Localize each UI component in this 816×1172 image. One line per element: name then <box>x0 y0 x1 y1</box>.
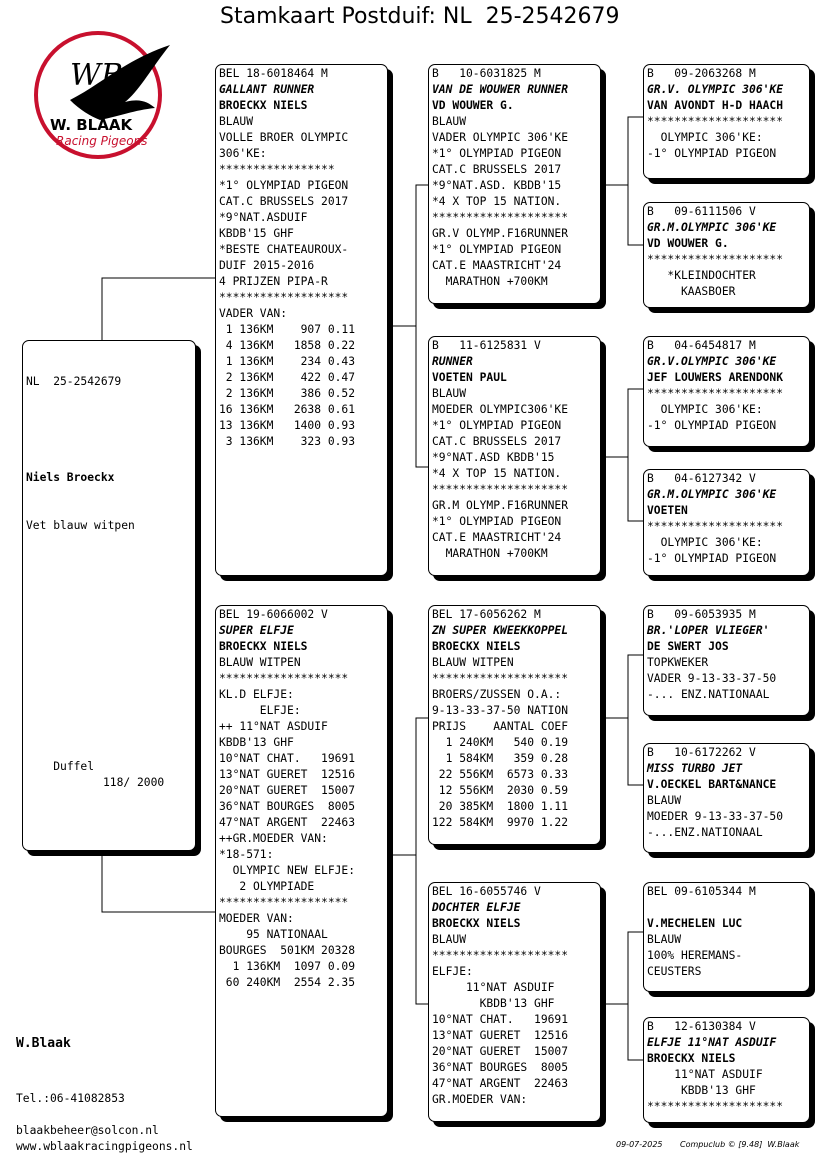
ggp-fff-card[interactable] <box>643 64 810 179</box>
pedigree-line: 2 136KM 386 0.52 <box>219 387 356 400</box>
pedigree-line: ******************* <box>219 896 349 909</box>
pedigree-line: 20°NAT GUERET 15007 <box>432 1045 569 1058</box>
pedigree-line: BROERS/ZUSSEN O.A.: <box>432 688 562 701</box>
pedigree-line: BLAUW <box>219 115 254 128</box>
pedigree-line: 20 385KM 1800 1.11 <box>432 800 569 813</box>
pedigree-line: 47°NAT ARGENT 22463 <box>432 1077 569 1090</box>
footer-date: 09-07-2025 <box>616 1140 663 1149</box>
pedigree-line: KL.D ELFJE: <box>219 688 294 701</box>
pedigree-line: 4 PRIJZEN PIPA-R <box>219 275 328 288</box>
father-card[interactable] <box>215 64 388 576</box>
pedigree-line: *9°NAT.ASD. KBDB'15 <box>432 179 562 192</box>
pigeon-name: GR.M.OLYMPIC 306'KE <box>647 221 777 234</box>
pedigree-line: 22 556KM 6573 0.33 <box>432 768 569 781</box>
main-location: Duffel <box>53 760 95 773</box>
owner-name: VD WOUWER G. <box>647 237 729 250</box>
pedigree-line: 2 136KM 422 0.47 <box>219 371 356 384</box>
logo-tagline: Racing Pigeons <box>56 134 148 148</box>
owner-name: BROECKX NIELS <box>432 917 521 930</box>
pedigree-line: KAASBOER <box>647 285 736 298</box>
pedigree-line: ******************** <box>432 672 569 685</box>
pedigree-line: BLAUW WITPEN <box>432 656 514 669</box>
pedigree-line: KBDB'13 GHF <box>647 1084 756 1097</box>
owner-name: V.MECHELEN LUC <box>647 917 743 930</box>
pedigree-line: 12 556KM 2030 0.59 <box>432 784 569 797</box>
pedigree-line: ******************** <box>647 253 784 266</box>
pedigree-line: ******************** <box>647 115 784 128</box>
pedigree-line: 2 OLYMPIADE <box>219 880 315 893</box>
pedigree-line: CAT.E MAASTRICHT'24 <box>432 531 562 544</box>
pedigree-line: BOURGES 501KM 20328 <box>219 944 356 957</box>
pedigree-line: ******************** <box>432 483 569 496</box>
pigeon-name: SUPER ELFJE <box>219 624 294 637</box>
pedigree-line: VADER 9-13-33-37-50 <box>647 672 777 685</box>
pedigree-line: 36°NAT BOURGES 8005 <box>432 1061 569 1074</box>
pedigree-line: -1° OLYMPIAD PIGEON <box>647 419 777 432</box>
pedigree-line: 16 136KM 2638 0.61 <box>219 403 356 416</box>
pedigree-line: 1 136KM 1097 0.09 <box>219 960 356 973</box>
ggp-mfm-card[interactable] <box>643 743 810 853</box>
owner-name: JEF LOUWERS ARENDONK <box>647 371 784 384</box>
pedigree-line: 13°NAT GUERET 12516 <box>219 768 356 781</box>
pedigree-line: OLYMPIC 306'KE: <box>647 131 763 144</box>
pedigree-line <box>647 900 806 916</box>
pedigree-line: BLAUW <box>432 933 467 946</box>
pedigree-line: ++ 11°NAT ASDUIF <box>219 720 328 733</box>
pedigree-line: 122 584KM 9970 1.22 <box>432 816 569 829</box>
ring-number: B 04-6127342 V <box>647 472 756 485</box>
pedigree-line: ******************** <box>647 387 784 400</box>
pigeon-name: GR.V.OLYMPIC 306'KE <box>647 355 777 368</box>
main-result-row <box>26 743 192 807</box>
pedigree-line: BLAUW <box>647 933 682 946</box>
owner-name: VD WOUWER G. <box>432 99 514 112</box>
pedigree-line: *1° OLYMPIAD PIGEON <box>432 147 562 160</box>
pedigree-line: -1° OLYMPIAD PIGEON <box>647 552 777 565</box>
pedigree-line: 10°NAT CHAT. 19691 <box>219 752 356 765</box>
pigeon-name: ZN SUPER KWEEKKOPPEL <box>432 624 569 637</box>
paternal-grandfather-card[interactable] <box>428 64 601 304</box>
owner-name: BROECKX NIELS <box>647 1052 736 1065</box>
pedigree-line: ******************** <box>647 520 784 533</box>
pedigree-line: 1 584KM 359 0.28 <box>432 752 569 765</box>
pigeon-name: GALLANT RUNNER <box>219 83 315 96</box>
pedigree-line: BLAUW <box>432 387 467 400</box>
owner-name: BROECKX NIELS <box>432 640 521 653</box>
pedigree-line: *1° OLYMPIAD PIGEON <box>432 515 562 528</box>
breeder-name: W.Blaak <box>16 1036 71 1051</box>
ring-number: B 10-6031825 M <box>432 67 541 80</box>
logo-name: W. BLAAK <box>50 116 133 134</box>
pedigree-line: 60 240KM 2554 2.35 <box>219 976 356 989</box>
pedigree-line: GR.MOEDER VAN: <box>432 1093 528 1106</box>
ggp-mmf-card[interactable] <box>643 882 810 992</box>
pedigree-line: *18-571: <box>219 848 274 861</box>
ring-number: B 09-2063268 M <box>647 67 756 80</box>
pigeon-name: MISS TURBO JET <box>647 762 743 775</box>
pedigree-line: 3 136KM 323 0.93 <box>219 435 356 448</box>
pedigree-line: VADER OLYMPIC 306'KE <box>432 131 569 144</box>
ring-number: B 12-6130384 V <box>647 1020 756 1033</box>
footer-software: Compuclub © [9.48] W.Blaak <box>680 1140 800 1149</box>
pedigree-line: CEUSTERS <box>647 965 702 978</box>
pigeon-name: VAN DE WOUWER RUNNER <box>432 83 569 96</box>
pedigree-line: ******************* <box>219 672 349 685</box>
pedigree-line: CAT.C BRUSSELS 2017 <box>432 163 562 176</box>
pedigree-line: VADER VAN: <box>219 307 288 320</box>
pedigree-line: 20°NAT GUERET 15007 <box>219 784 356 797</box>
pedigree-line: *4 X TOP 15 NATION. <box>432 195 562 208</box>
pedigree-line: MARATHON +700KM <box>432 547 548 560</box>
pedigree-line: PRIJS AANTAL COEF <box>432 720 569 733</box>
ring-number: BEL 18-6018464 M <box>219 67 328 80</box>
pedigree-line: 13 136KM 1400 0.93 <box>219 419 356 432</box>
logo-initials: WB <box>70 58 123 93</box>
paternal-grandmother-card[interactable] <box>428 336 601 576</box>
pigeon-name: BR.'LOPER VLIEGER' <box>647 624 770 637</box>
pedigree-line: MARATHON +700KM <box>432 275 548 288</box>
pedigree-line: BLAUW <box>647 794 682 807</box>
pedigree-line: ***************** <box>219 163 335 176</box>
pedigree-line: 100% HEREMANS- <box>647 949 743 962</box>
pedigree-line: MOEDER VAN: <box>219 912 294 925</box>
pedigree-line: DUIF 2015-2016 <box>219 259 315 272</box>
pedigree-line: *1° OLYMPIAD PIGEON <box>432 243 562 256</box>
pedigree-line: -... ENZ.NATIONAAL <box>647 688 770 701</box>
pedigree-line: MOEDER OLYMPIC306'KE <box>432 403 569 416</box>
pedigree-line: TOPKWEKER <box>647 656 709 669</box>
main-owner: Niels Broeckx <box>26 471 115 484</box>
ring-number: B 04-6454817 M <box>647 339 756 352</box>
ggp-ffm-card[interactable] <box>643 202 810 308</box>
pedigree-line: *1° OLYMPIAD PIGEON <box>432 419 562 432</box>
ring-number: BEL 16-6055746 V <box>432 885 541 898</box>
pedigree-line: ++GR.MOEDER VAN: <box>219 832 328 845</box>
ring-number: B 09-6111506 V <box>647 205 756 218</box>
pigeon-name: RUNNER <box>432 355 473 368</box>
breeder-email[interactable]: blaakbeheer@solcon.nl <box>16 1124 159 1137</box>
pigeon-name: ELFJE 11°NAT ASDUIF <box>647 1036 777 1049</box>
pigeon-name: GR.M.OLYMPIC 306'KE <box>647 488 777 501</box>
main-ring: NL 25-2542679 <box>26 375 122 388</box>
pedigree-line: *KLEINDOCHTER <box>647 269 756 282</box>
ring-number: B 10-6172262 V <box>647 746 756 759</box>
pedigree-line: 4 136KM 1858 0.22 <box>219 339 356 352</box>
pedigree-line: ******************* <box>219 291 349 304</box>
pedigree-line: GR.M OLYMP.F16RUNNER <box>432 499 569 512</box>
pedigree-line: KBDB'15 GHF <box>219 227 294 240</box>
main-pigeon-card[interactable] <box>22 340 196 851</box>
owner-name: V.OECKEL BART&NANCE <box>647 778 777 791</box>
pedigree-line: ******************** <box>432 211 569 224</box>
pedigree-line: 10°NAT CHAT. 19691 <box>432 1013 569 1026</box>
pedigree-line: KBDB'13 GHF <box>219 736 294 749</box>
pigeon-name: GR.V. OLYMPIC 306'KE <box>647 83 784 96</box>
pedigree-line: GR.V OLYMP.F16RUNNER <box>432 227 569 240</box>
pigeon-name: DOCHTER ELFJE <box>432 901 521 914</box>
pedigree-line: CAT.C BRUSSELS 2017 <box>219 195 349 208</box>
pedigree-line: OLYMPIC 306'KE: <box>647 403 763 416</box>
breeder-tel: Tel.:06-41082853 <box>16 1092 125 1105</box>
pedigree-line: -1° OLYMPIAD PIGEON <box>647 147 777 160</box>
ggp-fmf-card[interactable] <box>643 336 810 447</box>
owner-name: VAN AVONDT H-D HAACH <box>647 99 784 112</box>
pedigree-line: 1 136KM 907 0.11 <box>219 323 356 336</box>
pedigree-line: VOLLE BROER OLYMPIC <box>219 131 349 144</box>
owner-name: BROECKX NIELS <box>219 99 308 112</box>
owner-name: VOETEN PAUL <box>432 371 507 384</box>
pedigree-line: OLYMPIC NEW ELFJE: <box>219 864 356 877</box>
main-result: 118/ 2000 <box>103 776 165 789</box>
pedigree-line: 95 NATIONAAL <box>219 928 328 941</box>
ring-number: BEL 19-6066002 V <box>219 608 328 621</box>
pedigree-line: 1 136KM 234 0.43 <box>219 355 356 368</box>
pedigree-line: BLAUW WITPEN <box>219 656 301 669</box>
pedigree-line: -...ENZ.NATIONAAL <box>647 826 763 839</box>
pedigree-line: *9°NAT.ASDUIF <box>219 211 308 224</box>
pedigree-line: *9°NAT.ASD KBDB'15 <box>432 451 555 464</box>
page-title: Stamkaart Postduif: NL 25-2542679 <box>220 4 620 29</box>
pedigree-line: ******************** <box>647 1100 784 1113</box>
ring-number: BEL 17-6056262 M <box>432 608 541 621</box>
pedigree-line: BLAUW <box>432 115 467 128</box>
ring-number: B 09-6053935 M <box>647 608 756 621</box>
ring-number: B 11-6125831 V <box>432 339 541 352</box>
ring-number: BEL 09-6105344 M <box>647 885 756 898</box>
pedigree-line: *BESTE CHATEAUROUX- <box>219 243 349 256</box>
pedigree-line: *1° OLYMPIAD PIGEON <box>219 179 349 192</box>
pedigree-line: CAT.E MAASTRICHT'24 <box>432 259 562 272</box>
pedigree-line: 9-13-33-37-50 NATION <box>432 704 569 717</box>
main-color: Vet blauw witpen <box>26 519 135 532</box>
ggp-mff-card[interactable] <box>643 605 810 716</box>
owner-name: VOETEN <box>647 504 688 517</box>
pedigree-line: 13°NAT GUERET 12516 <box>432 1029 569 1042</box>
pedigree-line: 1 240KM 540 0.19 <box>432 736 569 749</box>
pedigree-line: *4 X TOP 15 NATION. <box>432 467 562 480</box>
maternal-grandfather-card[interactable] <box>428 605 601 845</box>
pedigree-line: 47°NAT ARGENT 22463 <box>219 816 356 829</box>
pedigree-line: ******************** <box>432 949 569 962</box>
pedigree-line: 11°NAT ASDUIF <box>432 981 555 994</box>
pedigree-line: CAT.C BRUSSELS 2017 <box>432 435 562 448</box>
owner-name: BROECKX NIELS <box>219 640 308 653</box>
pedigree-line: 306'KE: <box>219 147 267 160</box>
ggp-fmm-card[interactable] <box>643 469 810 576</box>
pedigree-line: 11°NAT ASDUIF <box>647 1068 763 1081</box>
maternal-grandmother-card[interactable] <box>428 882 601 1122</box>
pedigree-line: MOEDER 9-13-33-37-50 <box>647 810 784 823</box>
pedigree-line: OLYMPIC 306'KE: <box>647 536 763 549</box>
pedigree-line: ELFJE: <box>219 704 301 717</box>
mother-card[interactable] <box>215 605 388 1117</box>
pedigree-line: KBDB'13 GHF <box>432 997 555 1010</box>
pedigree-line: ELFJE: <box>432 965 473 978</box>
pedigree-line: 36°NAT BOURGES 8005 <box>219 800 356 813</box>
ggp-mmm-card[interactable] <box>643 1017 810 1123</box>
breeder-website[interactable]: www.wblaakracingpigeons.nl <box>16 1140 193 1153</box>
owner-name: DE SWERT JOS <box>647 640 729 653</box>
